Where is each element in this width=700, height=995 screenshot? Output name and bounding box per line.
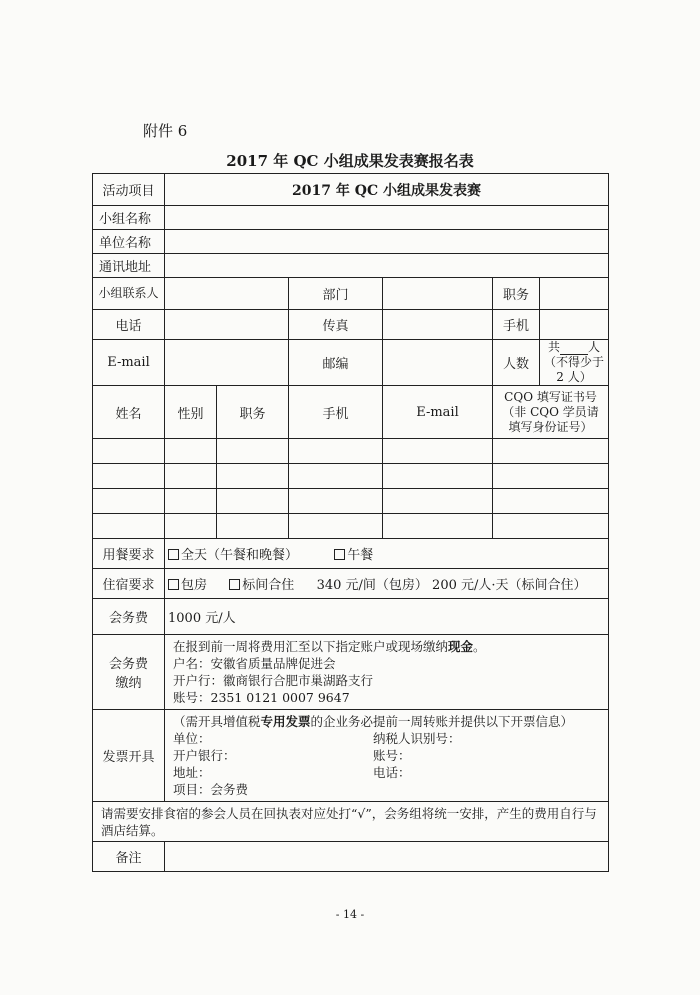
member-cell[interactable] <box>93 514 165 539</box>
cqo-line-1: CQO 填写证书号 <box>504 389 597 404</box>
member-cell[interactable] <box>165 464 217 489</box>
invoice-label: 发票开具 <box>93 710 165 802</box>
meal-option-full-label: 全天（午餐和晚餐） <box>181 548 299 563</box>
fee-value: 1000 元/人 <box>165 599 609 635</box>
member-cell[interactable] <box>165 439 217 464</box>
checkbox-icon[interactable] <box>168 549 179 560</box>
invoice-item: 项目：会务费 <box>173 782 249 797</box>
lodging-price: 340 元/间（包房） 200 元/人·天（标间合住） <box>316 578 587 593</box>
payment-instruction-end: 。 <box>473 639 486 654</box>
member-row[interactable] <box>93 514 609 539</box>
contact-label: 小组联系人 <box>93 278 165 310</box>
cqo-line-3: 填写身份证号） <box>508 419 593 434</box>
activity-row <box>93 174 609 206</box>
member-row[interactable] <box>93 489 609 514</box>
count-gong: 共 <box>548 340 561 354</box>
meal-options <box>165 539 609 569</box>
dept-label: 部门 <box>289 278 383 310</box>
member-cell[interactable] <box>165 489 217 514</box>
position-label: 职务 <box>493 278 540 310</box>
count-ren: 人 <box>588 340 601 354</box>
payment-label-line-2: 缴纳 <box>115 676 142 691</box>
checkbox-icon[interactable] <box>229 579 240 590</box>
position-field[interactable] <box>540 278 609 310</box>
payment-label <box>93 635 165 710</box>
mobile-field[interactable] <box>540 310 609 340</box>
member-row[interactable] <box>93 439 609 464</box>
invoice-special: 专用发票 <box>260 714 311 729</box>
unit-name-label: 单位名称 <box>93 230 165 254</box>
form-title: 2017 年 QC 小组成果发表赛报名表 <box>226 152 474 170</box>
address-field[interactable] <box>165 254 609 278</box>
payment-label-line-1: 会务费 <box>108 657 148 672</box>
member-cell[interactable] <box>493 489 609 514</box>
member-cell[interactable] <box>217 489 289 514</box>
lodging-option-room[interactable] <box>168 578 207 593</box>
invoice-note-end: 的企业务必提前一周转账并提供以下开票信息） <box>310 714 574 729</box>
payment-account-number: 账号：2351 0121 0007 9647 <box>173 690 350 705</box>
member-cell[interactable] <box>289 514 383 539</box>
fee-label: 会务费 <box>93 599 165 635</box>
address-label: 通讯地址 <box>93 254 165 278</box>
lodging-option-room-label: 包房 <box>181 578 208 593</box>
phone-label: 电话 <box>93 310 165 340</box>
payment-account-name: 户名：安徽省质量品牌促进会 <box>173 656 336 671</box>
member-header-row <box>93 386 609 439</box>
lodging-label: 住宿要求 <box>93 569 165 599</box>
member-cell[interactable] <box>289 489 383 514</box>
meal-label: 用餐要求 <box>93 539 165 569</box>
activity-label: 活动项目 <box>93 174 165 206</box>
member-cqo-header <box>493 386 609 439</box>
payment-cash: 现金 <box>448 639 474 654</box>
mobile-label: 手机 <box>493 310 540 340</box>
payment-instruction: 在报到前一周将费用汇至以下指定账户或现场缴纳 <box>173 639 449 654</box>
postcode-field[interactable] <box>383 340 493 386</box>
invoice-unit: 单位： <box>173 731 211 746</box>
remark-label: 备注 <box>93 842 165 872</box>
fax-label: 传真 <box>289 310 383 340</box>
page-number: - 14 - <box>335 908 365 921</box>
postcode-label: 邮编 <box>289 340 383 386</box>
member-row[interactable] <box>93 464 609 489</box>
remark-field[interactable] <box>165 842 609 872</box>
member-cell[interactable] <box>289 464 383 489</box>
invoice-details <box>165 710 609 802</box>
lodging-option-shared-label: 标间合住 <box>242 578 295 593</box>
meal-option-lunch[interactable] <box>334 548 373 563</box>
contact-field[interactable] <box>165 278 289 310</box>
payment-bank: 开户行：徽商银行合肥市巢湖路支行 <box>173 673 374 688</box>
member-cell[interactable] <box>383 514 493 539</box>
member-cell[interactable] <box>383 489 493 514</box>
invoice-tel: 电话： <box>373 765 411 780</box>
member-cell[interactable] <box>217 464 289 489</box>
invoice-note: （需开具增值税 <box>173 714 261 729</box>
member-cell[interactable] <box>493 439 609 464</box>
lodging-option-shared[interactable] <box>229 578 294 593</box>
meal-option-full[interactable] <box>168 548 298 563</box>
member-cell[interactable] <box>493 464 609 489</box>
member-mobile-header: 手机 <box>289 386 383 439</box>
member-cell[interactable] <box>93 489 165 514</box>
registration-form <box>92 173 609 872</box>
member-email-header: E-mail <box>383 386 493 439</box>
checkbox-icon[interactable] <box>334 549 345 560</box>
member-cell[interactable] <box>383 464 493 489</box>
count-label: 人数 <box>493 340 540 386</box>
fax-field[interactable] <box>383 310 493 340</box>
member-cell[interactable] <box>93 439 165 464</box>
activity-value: 2017 年 QC 小组成果发表赛 <box>165 174 609 206</box>
lodging-options <box>165 569 609 599</box>
count-note: （不得少于 2 人） <box>544 355 605 384</box>
invoice-taxid: 纳税人识别号： <box>373 731 461 746</box>
meal-option-lunch-label: 午餐 <box>347 548 374 563</box>
email-field[interactable] <box>165 340 289 386</box>
group-name-label: 小组名称 <box>93 206 165 230</box>
member-position-header: 职务 <box>217 386 289 439</box>
invoice-bank: 开户银行： <box>173 748 236 763</box>
member-gender-header: 性别 <box>165 386 217 439</box>
member-cell[interactable] <box>493 514 609 539</box>
member-cell[interactable] <box>93 464 165 489</box>
cqo-line-2: （非 CQO 学员请 <box>502 404 599 419</box>
invoice-account: 账号： <box>373 748 411 763</box>
count-field[interactable] <box>540 340 609 386</box>
phone-field[interactable] <box>165 310 289 340</box>
unit-name-field[interactable] <box>165 230 609 254</box>
member-cell[interactable] <box>383 439 493 464</box>
payment-details <box>165 635 609 710</box>
member-cell[interactable] <box>217 514 289 539</box>
checkbox-icon[interactable] <box>168 579 179 590</box>
dept-field[interactable] <box>383 278 493 310</box>
member-cell[interactable] <box>289 439 383 464</box>
invoice-address: 地址： <box>173 765 211 780</box>
attachment-label: 附件 6 <box>143 122 188 140</box>
group-name-field[interactable] <box>165 206 609 230</box>
invoice-fields <box>173 730 600 781</box>
count-blank[interactable] <box>560 342 588 355</box>
member-cell[interactable] <box>217 439 289 464</box>
notice-text: 请需要安排食宿的参会人员在回执表对应处打“√”，会务组将统一安排，产生的费用自行与酒店结算。 <box>93 802 609 842</box>
member-cell[interactable] <box>165 514 217 539</box>
email-label: E-mail <box>93 340 165 386</box>
member-name-header: 姓名 <box>93 386 165 439</box>
